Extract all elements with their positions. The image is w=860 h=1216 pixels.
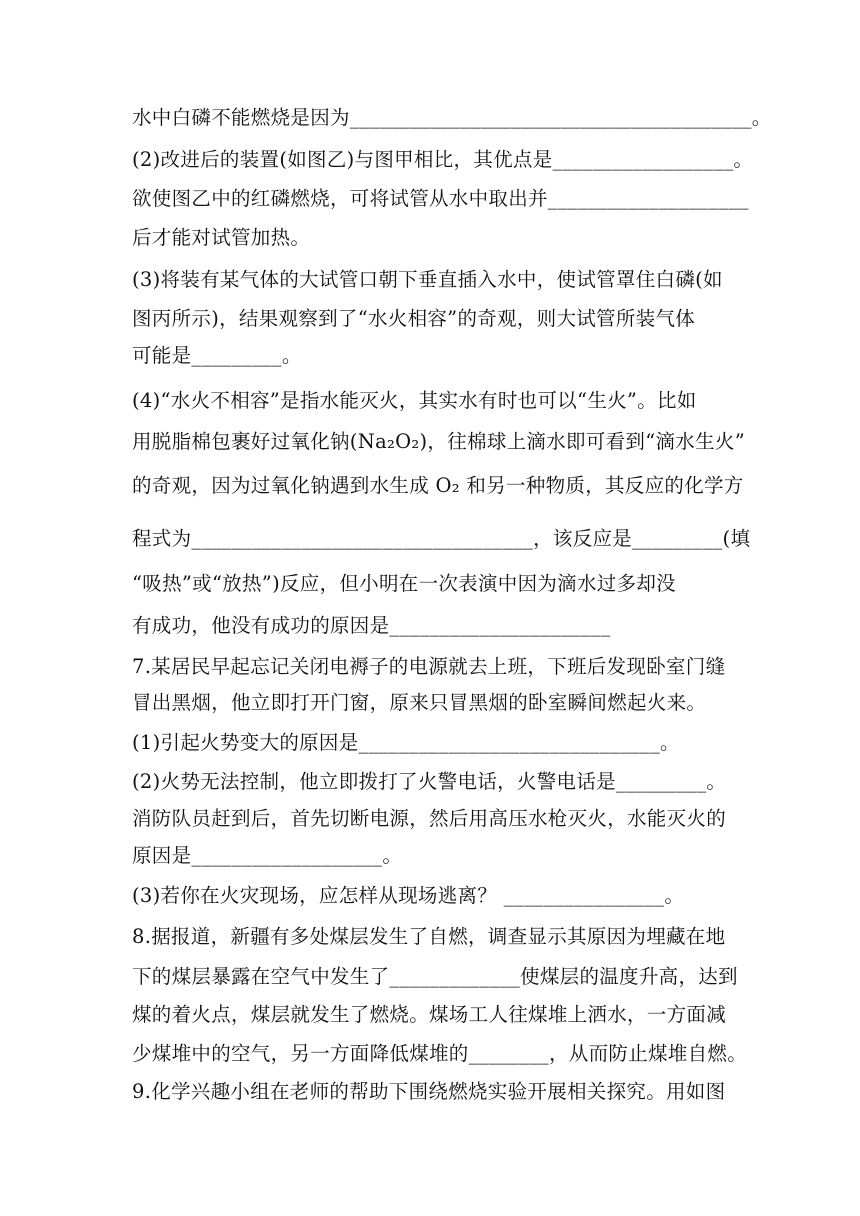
text-line-18: 消防队员赶到后，首先切断电源，然后用高压水枪灭火，水能灭火的 (132, 807, 727, 830)
text-line-25: 9.化学兴趣小组在老师的帮助下围绕燃烧实验开展相关探究。用如图 (132, 1080, 726, 1103)
text-line-19: 原因是___________________。 (132, 844, 403, 867)
text-line-5: (3)将装有某气体的大试管口朝下垂直插入水中，使试管罩住白磷(如 (132, 268, 723, 291)
text-line-23: 煤的着火点，煤层就发生了燃烧。煤场工人往煤堆上洒水，一方面减 (132, 1003, 727, 1026)
text-line-1: 水中白磷不能燃烧是因为________________________________________。 (132, 106, 772, 129)
text-line-12: “吸热”或“放热”)反应，但小明在一次表演中因为滴水过多却没 (132, 572, 676, 595)
text-line-2: (2)改进后的装置(如图乙)与图甲相比，其优点是__________________。 (132, 148, 754, 171)
text-line-15: 冒出黑烟，他立即打开门窗，原来只冒黑烟的卧室瞬间燃起火来。 (132, 691, 707, 714)
text-line-4: 后才能对试管加热。 (132, 226, 311, 249)
text-line-16: (1)引起火势变大的原因是______________________________。 (132, 731, 680, 754)
text-line-24: 少煤堆中的空气，另一方面降低煤堆的________，从而防止煤堆自燃。 (132, 1042, 747, 1065)
text-line-17: (2)火势无法控制，他立即拨打了火警电话，火警电话是_________。 (132, 770, 727, 793)
text-line-21: 8.据报道，新疆有多处煤层发生了自燃，调查显示其原因为埋藏在地 (132, 925, 726, 948)
text-line-14: 7.某居民早起忘记关闭电褥子的电源就去上班，下班后发现卧室门缝 (132, 655, 726, 678)
text-line-10: 的奇观，因为过氧化钠遇到水生成 O₂ 和另一种物质，其反应的化学方 (132, 474, 744, 497)
text-line-9: 用脱脂棉包裹好过氧化钠(Na₂O₂)，往棉球上滴水即可看到“滴水生火” (132, 430, 745, 453)
text-line-8: (4)“水火不相容”是指水能灭火，其实水有时也可以“生火”。比如 (132, 389, 697, 412)
text-line-20: (3)若你在火灾现场，应怎样从现场逃离？ ________________。 (132, 884, 685, 907)
text-line-7: 可能是_________。 (132, 344, 302, 367)
text-line-6: 图丙所示)，结果观察到了“水火相容”的奇观，则大试管所装气体 (132, 307, 696, 330)
text-line-3: 欲使图乙中的红磷燃烧，可将试管从水中取出并____________________ (132, 187, 749, 210)
text-line-22: 下的煤层暴露在空气中发生了_____________使煤层的温度升高，达到 (132, 965, 738, 988)
text-line-11: 程式为__________________________________，该反应是_________(填 (132, 527, 751, 550)
text-line-13: 有成功，他没有成功的原因是______________________ (132, 614, 611, 637)
